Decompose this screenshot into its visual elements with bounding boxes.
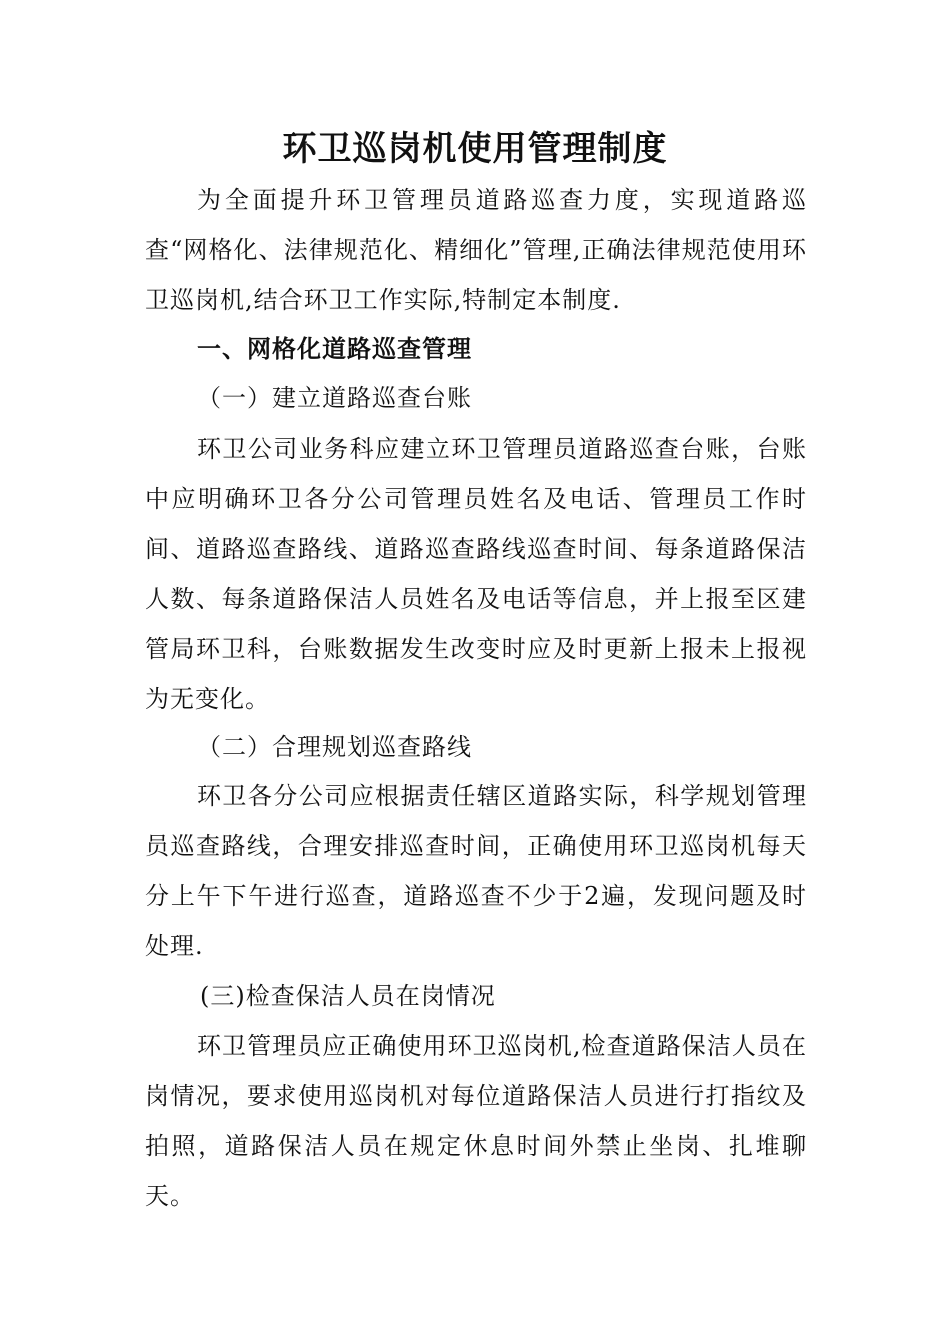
document-title: 环卫巡岗机使用管理制度 (282, 129, 668, 169)
intro-paragraph: 为全面提升环卫管理员道路巡查力度，实现道路巡查“网格化、法律规范化、精细化”管理,正确法律规范使用环卫巡岗机,结合环卫工作实际,特制定本制度. (145, 186, 807, 314)
subsection-body-1: 环卫公司业务科应建立环卫管理员道路巡查台账，台账中应明确环卫各分公司管理员姓名及电话、管理员工作时间、道路巡查路线、道路巡查路线巡查时间、每条道路保洁人数、每条道路保洁人员姓名及电话等信息，并上报至区建管局环卫科，台账数据发生改变时应及时更新上报未上报视为无变化。 (145, 435, 807, 713)
subsection-body-3: 环卫管理员应正确使用环卫巡岗机,检查道路保洁人员在岗情况，要求使用巡岗机对每位道路保洁人员进行打指纹及拍照，道路保洁人员在规定休息时间外禁止坐岗、扎堆聊天。 (145, 1032, 807, 1210)
subsection-heading-1: （一）建立道路巡查台账 (197, 384, 472, 412)
section-heading-1: 一、网格化道路巡查管理 (197, 335, 472, 363)
subsection-body-2: 环卫各分公司应根据责任辖区道路实际，科学规划管理员巡查路线，合理安排巡查时间，正确使用环卫巡岗机每天分上午下午进行巡查，道路巡查不少于2遍，发现问题及时处理. (145, 782, 807, 960)
subsection-heading-3: (三)检查保洁人员在岗情况 (200, 982, 496, 1010)
subsection-heading-2: （二）合理规划巡查路线 (197, 733, 472, 761)
